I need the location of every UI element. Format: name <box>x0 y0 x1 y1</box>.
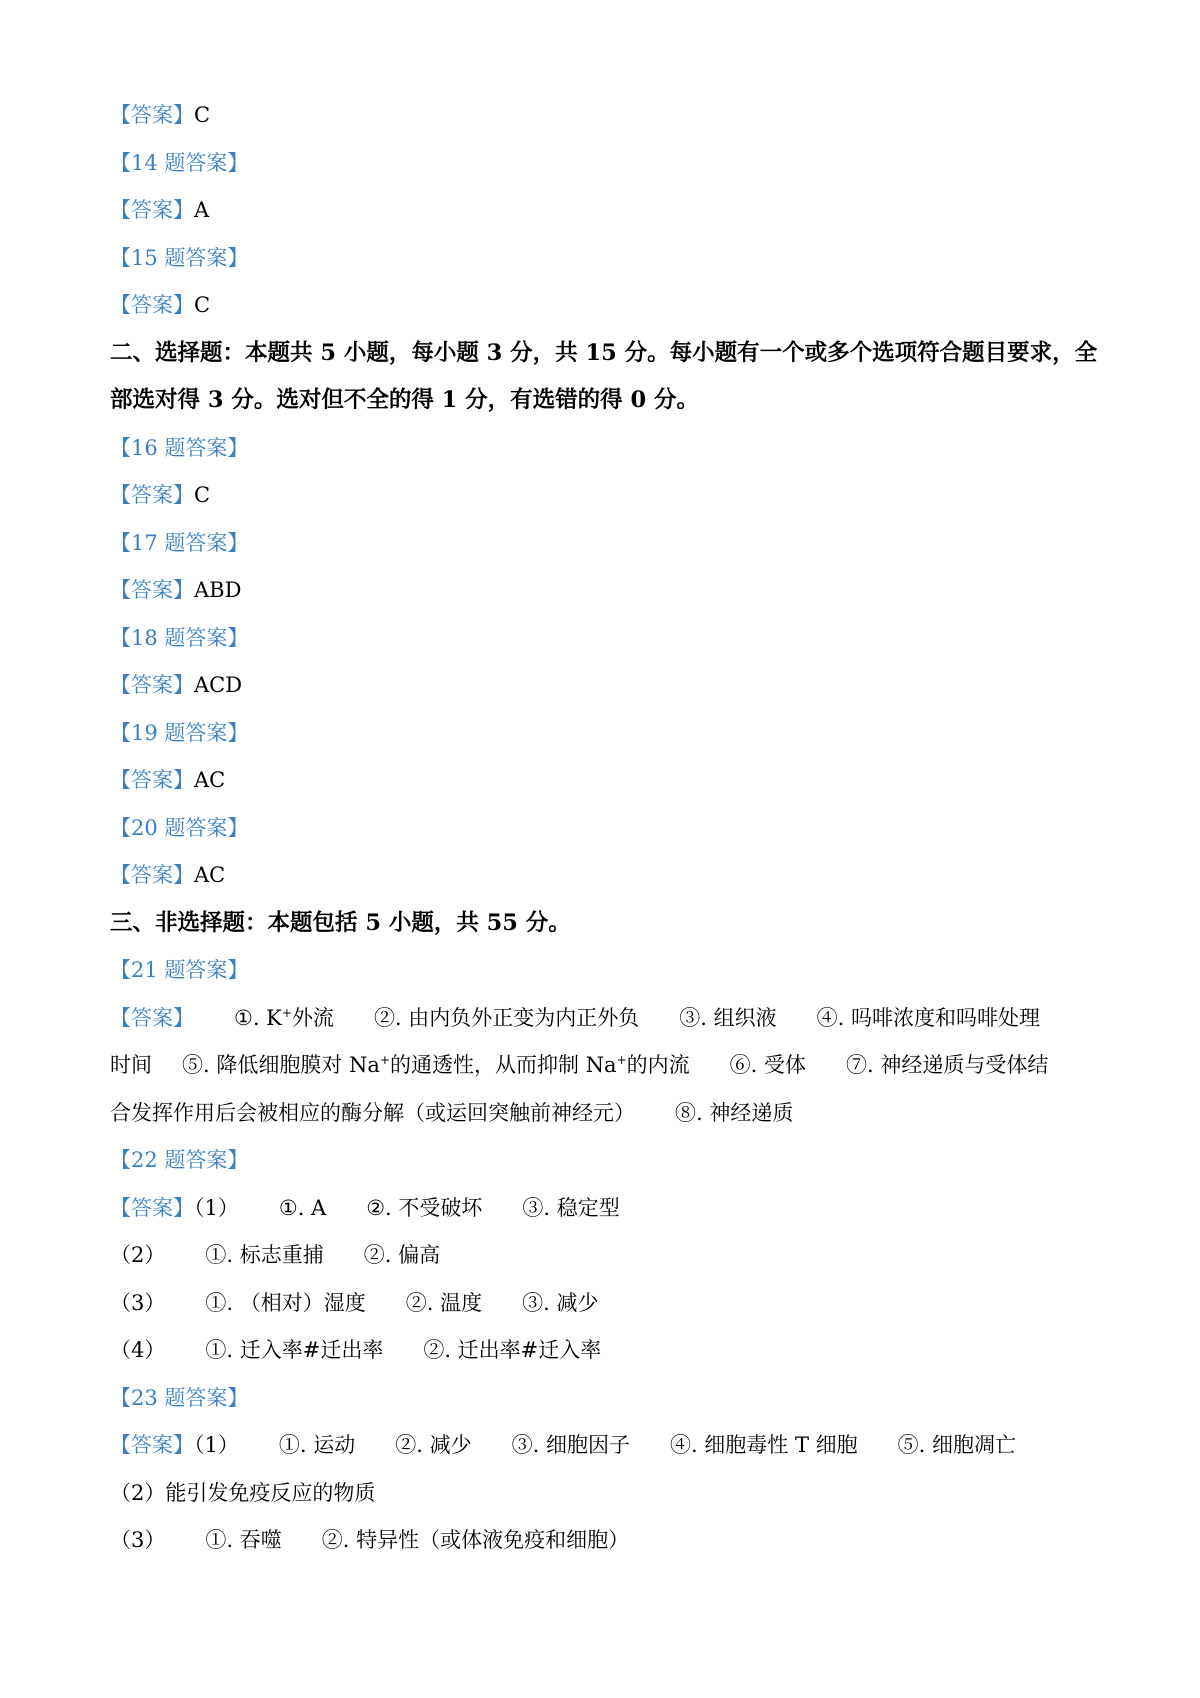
answer-line <box>110 187 1100 235</box>
answer-item: ③. 组织液 <box>679 1005 777 1030</box>
answer-value: C <box>194 293 211 317</box>
answer-item: ②. 温度 <box>405 1290 483 1315</box>
answer-label: 【答案】 <box>110 198 194 222</box>
answer-line <box>110 1185 1100 1233</box>
answer-item: ⑤. 细胞凋亡 <box>897 1433 1017 1457</box>
answer-value: AC <box>194 863 226 887</box>
answer-line <box>110 1090 1100 1138</box>
sub-question-number: （1） <box>194 1433 239 1457</box>
answer-line <box>110 852 1100 900</box>
answer-label: 【答案】 <box>110 578 194 602</box>
answer-item: ④. 细胞毒性 T 细胞 <box>669 1433 858 1457</box>
sub-question-number: （3） <box>110 1290 166 1315</box>
answer-label: 【答案】 <box>110 673 194 697</box>
answer-item: ①. K+外流 <box>234 1005 334 1030</box>
sub-question-number: （4） <box>110 1338 166 1362</box>
sub-question-number: （3） <box>110 1528 166 1552</box>
answer-item: ⑥. 受体 <box>729 1053 806 1077</box>
sub-question-number: （2） <box>110 1243 166 1267</box>
question-title: 【23 题答案】 <box>110 1385 249 1410</box>
answer-item: ②. 减少 <box>395 1433 472 1457</box>
answer-item: ①. A <box>278 1195 327 1220</box>
answer-label: 【答案】 <box>110 483 194 507</box>
answer-label: 【答案】 <box>110 103 194 127</box>
answer-line <box>110 1042 1100 1090</box>
answer-item: ②. 由内负外正变为内正外负 <box>373 1005 640 1030</box>
answer-label: 【答案】 <box>110 768 194 792</box>
answer-line <box>110 1327 1100 1375</box>
answer-value: C <box>194 103 211 127</box>
question-title: 【15 题答案】 <box>110 245 249 270</box>
answer-item: ④. 吗啡浓度和吗啡处理 <box>816 1005 1041 1030</box>
answer-label: 【答案】 <box>110 293 194 317</box>
question-title: 【14 题答案】 <box>110 150 249 175</box>
answer-item: ③. 减少 <box>522 1290 599 1315</box>
answer-item: ⑧. 神经递质 <box>675 1100 794 1125</box>
question-title: 【19 题答案】 <box>110 720 249 745</box>
answer-line <box>110 995 1100 1043</box>
answer-value: ACD <box>194 673 243 697</box>
answer-item: ⑦. 神经递质与受体结 <box>845 1053 1049 1077</box>
answer-item: ③. 细胞因子 <box>511 1433 630 1457</box>
answer-item: ②. 偏高 <box>363 1243 441 1267</box>
question-title: 【20 题答案】 <box>110 815 249 840</box>
answer-value: ABD <box>194 578 242 602</box>
answer-text: （2）能引发免疫反应的物质 <box>110 1480 376 1505</box>
answer-text: 时间 <box>110 1053 152 1077</box>
answer-item: ⑤. 降低细胞膜对 Na+的通透性，从而抑制 Na+的内流 <box>182 1053 690 1077</box>
question-title: 【21 题答案】 <box>110 958 249 982</box>
answer-item: ③. 稳定型 <box>522 1195 620 1220</box>
answer-item: ①. 迁入率#迁出率 <box>205 1338 384 1362</box>
answer-item: ①. （相对）湿度 <box>205 1290 366 1315</box>
answer-line <box>110 1422 1100 1470</box>
answer-line <box>110 472 1100 520</box>
question-title: 【16 题答案】 <box>110 435 249 460</box>
answer-line <box>110 92 1100 140</box>
answer-value: AC <box>194 768 226 792</box>
answer-line <box>110 757 1100 805</box>
answer-line <box>110 567 1100 615</box>
section-heading: 三、非选择题：本题包括 5 小题，共 55 分。 <box>110 909 571 936</box>
answer-line <box>110 662 1100 710</box>
section-heading: 二、选择题：本题共 5 小题，每小题 3 分，共 15 分。每小题有一个或多个选项符合题目要求，全部选对得 3 分。选对但不全的得 1 分，有选错的得 0 分。 <box>110 339 1098 413</box>
answer-label: 【答案】 <box>110 1433 194 1457</box>
answer-value: C <box>194 483 211 507</box>
answer-item: ②. 迁出率#迁入率 <box>423 1338 602 1362</box>
answer-page <box>110 92 1100 1565</box>
answer-line <box>110 1280 1100 1328</box>
answer-line <box>110 282 1100 330</box>
answer-line <box>110 1470 1100 1518</box>
answer-item: ②. 特异性（或体液免疫和细胞） <box>321 1528 630 1552</box>
answer-item: ②. 不受破坏 <box>366 1195 483 1220</box>
answer-line <box>110 1232 1100 1280</box>
answer-item: ①. 吞噬 <box>205 1528 282 1552</box>
question-title: 【18 题答案】 <box>110 625 249 650</box>
answer-label: 【答案】 <box>110 863 194 887</box>
sub-question-number: （1） <box>194 1195 239 1220</box>
answer-label: 【答案】 <box>110 1005 194 1030</box>
answer-label: 【答案】 <box>110 1195 194 1220</box>
question-title: 【17 题答案】 <box>110 530 249 555</box>
answer-item: ①. 标志重捕 <box>205 1243 324 1267</box>
answer-item: ①. 运动 <box>278 1433 356 1457</box>
answer-line <box>110 1517 1100 1565</box>
question-title: 【22 题答案】 <box>110 1148 249 1172</box>
answer-text: 合发挥作用后会被相应的酶分解（或运回突触前神经元） <box>110 1100 635 1125</box>
answer-value: A <box>194 198 210 222</box>
